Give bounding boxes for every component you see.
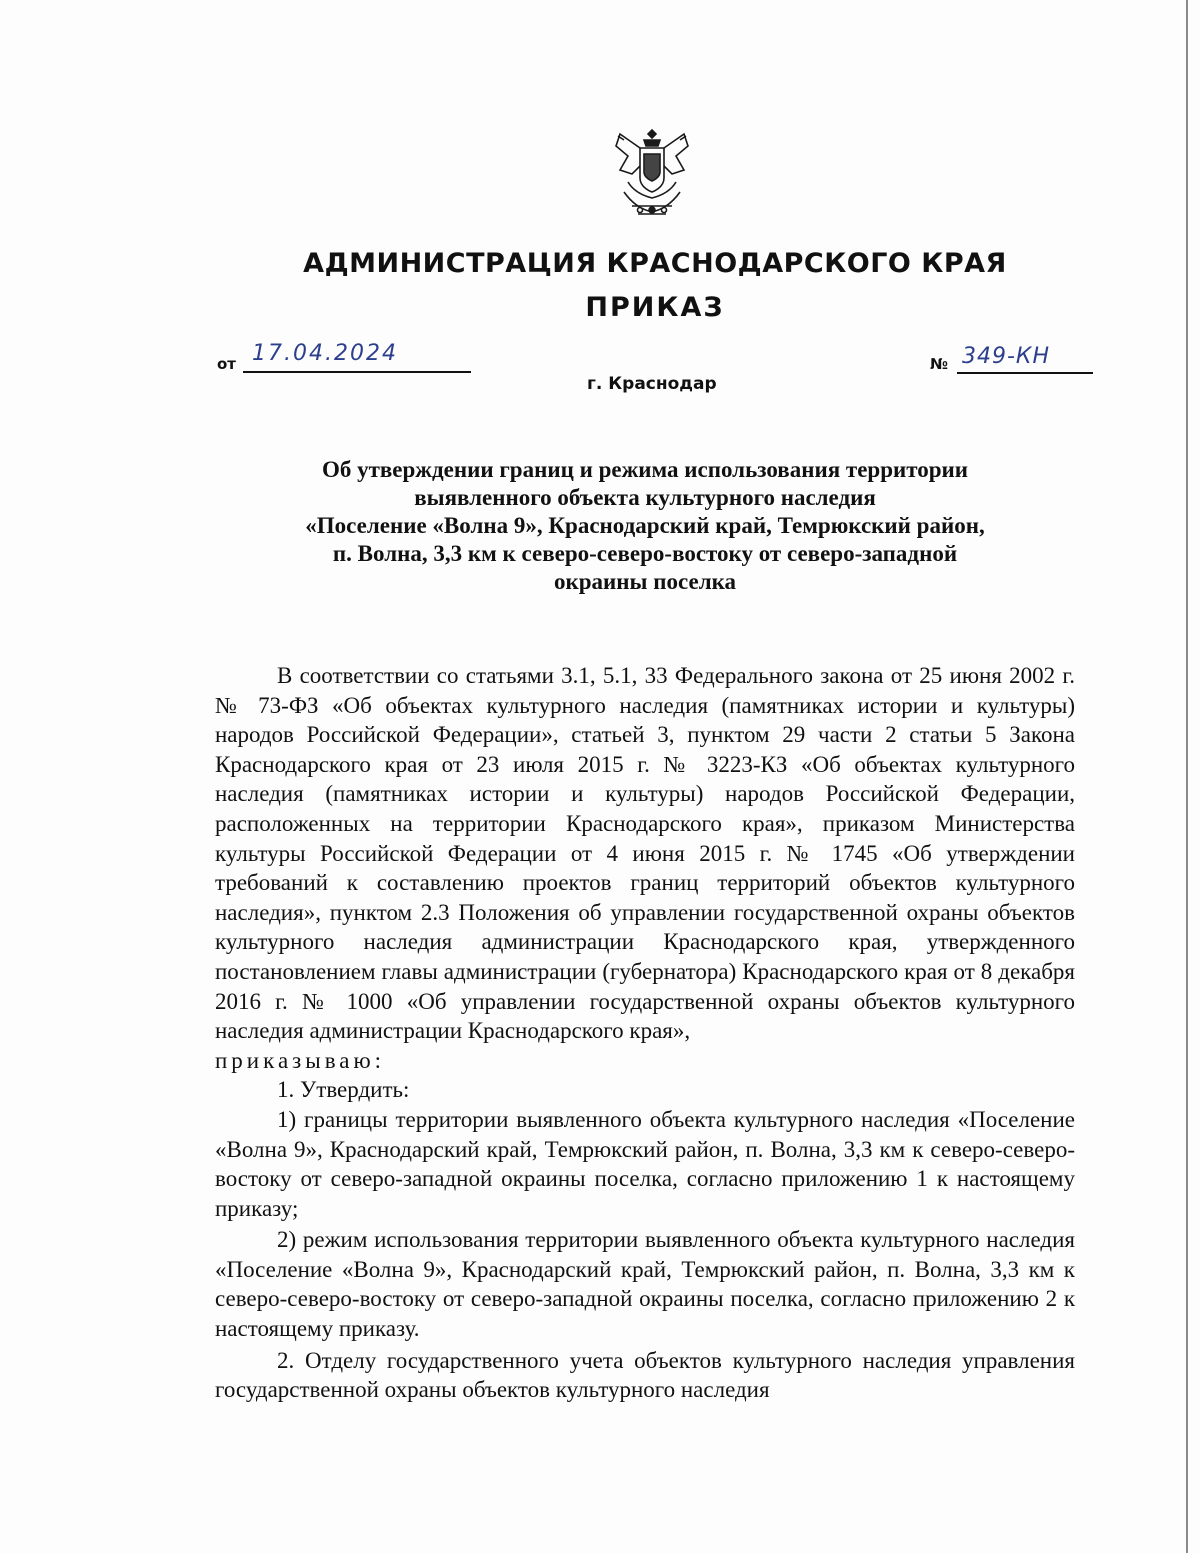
item-2: 2. Отделу государственного учета объектов культурного наследия управления государственной охраны объектов культурного наследия xyxy=(215,1347,1075,1403)
item-1: 1. Утвердить: xyxy=(277,1077,410,1103)
date-underline xyxy=(243,371,471,373)
title-line: п. Волна, 3,3 км к северо-северо-востоку от северо-западной xyxy=(332,541,958,566)
number-value: 349-КН xyxy=(962,344,1051,369)
date-label: от xyxy=(217,355,236,373)
title-line: «Поселение «Волна 9», Краснодарский край, Темрюкский район, xyxy=(305,513,985,538)
document-type: ПРИКАЗ xyxy=(585,292,725,323)
document-title xyxy=(215,456,1075,596)
scan-edge xyxy=(1186,0,1188,1553)
krasnodar-coat-of-arms-icon xyxy=(610,126,694,222)
title-line: Об утверждении границ и режима использования территории xyxy=(321,457,969,482)
title-line: выявленного объекта культурного наследия xyxy=(414,485,876,510)
item-1-1: 1) границы территории выявленного объекта культурного наследия «Поселение «Волна 9», Краснодарский край, Темрюкский район, п. Волна, 3,3 км к северо-северо-востоку от северо-западной окраины поселка, согласно приложению 1 к настоящему приказу; xyxy=(215,1106,1075,1221)
number-underline xyxy=(957,372,1093,374)
preamble-paragraph: В соответствии со статьями 3.1, 5.1, 33 Федерального закона от 25 июня 2002 г. № 73-ФЗ «Об объектах культурного наследия (памятниках истории и культуры) народов Российской Федерации», статьей 3, пунктом 29 части 2 статьи 5 Закона Краснодарского края от 23 июля 2015 г. № 3223-КЗ «Об объектах культурного наследия (памятниках истории и культуры) народов Российской Федерации, расположенных на территории Краснодарского края», приказом Министерства культуры Российской Федерации от 4 июня 2015 г. № 1745 «Об утверждении требований к составлению проектов границ территорий объектов культурного наследия», пунктом 2.3 Положения об управлении государственной охраны объектов культурного наследия администрации Краснодарского края, утвержденного постановлением главы администрации (губернатора) Краснодарского края от 8 декабря 2016 г. № 1000 «Об управлении государственной охраны объектов культурного наследия администрации Краснодарского края», xyxy=(215,663,1075,1044)
item-1-2: 2) режим использования территории выявленного объекта культурного наследия «Поселение «Волна 9», Краснодарский край, Темрюкский район, п. Волна, 3,3 км к северо-северо-востоку от северо-западной окраины поселка, согласно приложению 2 к настоящему приказу. xyxy=(215,1227,1075,1342)
number-label: № xyxy=(930,355,949,373)
date-value: 17.04.2024 xyxy=(252,341,398,366)
city-name: г. Краснодар xyxy=(587,374,717,394)
directive-word: приказываю: xyxy=(215,1047,386,1073)
title-line: окраины поселка xyxy=(553,569,736,594)
document-body xyxy=(215,661,1075,1405)
organization-name: АДМИНИСТРАЦИЯ КРАСНОДАРСКОГО КРАЯ xyxy=(303,248,1007,279)
